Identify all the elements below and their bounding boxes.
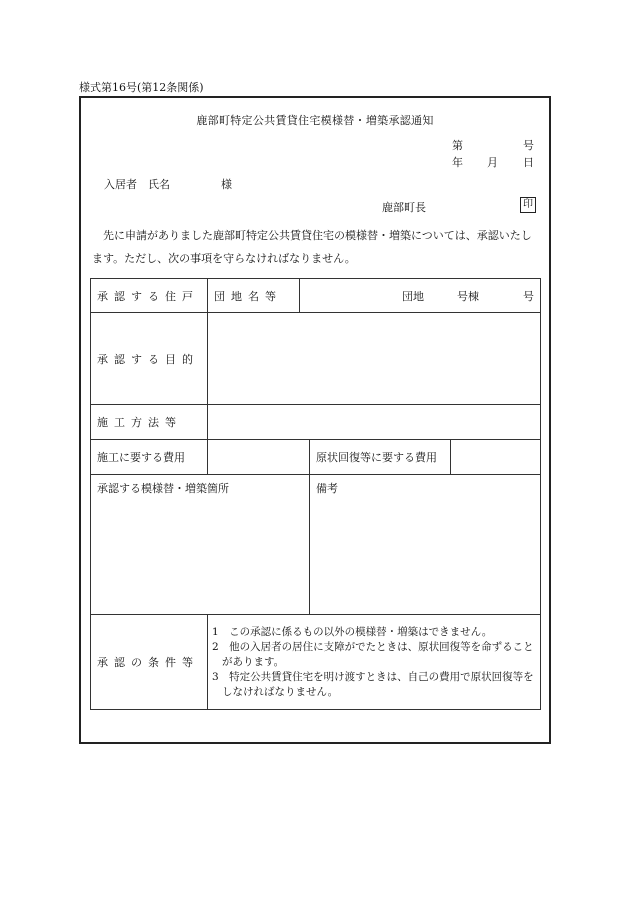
- day-label: 日: [523, 156, 534, 169]
- purpose-label: 承認する目的: [91, 313, 208, 405]
- approval-table: [90, 278, 541, 710]
- condition-item: 3 特定公共賃貸住宅を明け渡すときは、自己の費用で原状回復等をしなければなりません。: [212, 670, 534, 698]
- document-title: 鹿部町特定公共賃貸住宅模様替・増築承認通知: [196, 114, 434, 127]
- table-row: [91, 405, 541, 440]
- method-label: 施工方法等: [91, 405, 208, 440]
- table-row: [91, 440, 541, 475]
- condition-item: 1 この承認に係るもの以外の模様替・増築はできません。: [212, 625, 493, 638]
- month-label: 月: [487, 156, 498, 169]
- method-field[interactable]: [208, 405, 541, 440]
- number-prefix: 第: [452, 139, 463, 152]
- condition-item: 2 他の入居者の居住に支障がでたときは、原状回復等を命ずることがあります。: [212, 640, 534, 668]
- cost-field[interactable]: [208, 440, 310, 475]
- resident-name-label: 入居者 氏名: [104, 178, 170, 191]
- year-label: 年: [452, 156, 463, 169]
- notice-body: 先に申請がありました鹿部町特定公共賃貸住宅の模様替・増築については、承認いたします。ただし、次の事項を守らなければなりません。: [92, 229, 532, 265]
- location-label: 承認する模様替・増築箇所: [91, 475, 310, 615]
- purpose-field[interactable]: [208, 313, 541, 405]
- seal-mark: 印: [520, 197, 536, 213]
- table-row: [91, 279, 541, 313]
- address-label: 承認する住戸: [91, 279, 208, 313]
- table-row: [91, 475, 541, 615]
- restore-cost-field[interactable]: [451, 440, 541, 475]
- honorific: 様: [221, 178, 232, 191]
- table-row: [91, 313, 541, 405]
- conditions-label: 承認の条件等: [91, 615, 208, 710]
- issuer-name: 鹿部町長: [382, 201, 426, 214]
- danchi-value: 団地 号棟 号: [300, 279, 541, 313]
- restore-cost-label: 原状回復等に要する費用: [310, 440, 451, 475]
- table-row: [91, 615, 541, 710]
- danchi-label: 団地名等: [208, 279, 300, 313]
- remarks-label: 備考: [310, 475, 541, 615]
- form-number: 様式第16号(第12条関係): [79, 81, 204, 94]
- conditions-list: [208, 615, 541, 710]
- cost-label: 施工に要する費用: [91, 440, 208, 475]
- number-suffix: 号: [523, 139, 534, 152]
